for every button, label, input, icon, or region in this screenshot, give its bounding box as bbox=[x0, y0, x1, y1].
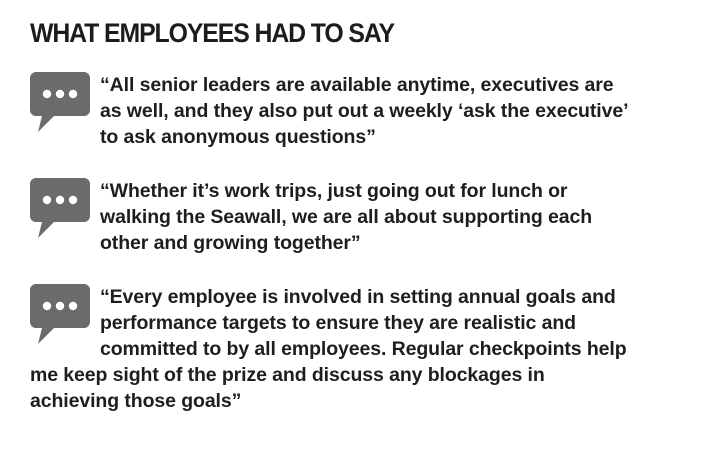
speech-bubble-icon bbox=[30, 178, 90, 240]
page-heading: WHAT EMPLOYEES HAD TO SAY bbox=[30, 18, 394, 48]
quote-line: performance targets to ensure they are realistic and bbox=[100, 312, 576, 334]
quote-item-1 bbox=[30, 72, 700, 150]
quote-line: “All senior leaders are available anytime, executives are bbox=[100, 74, 614, 96]
quote-text-1 bbox=[30, 72, 700, 150]
speech-bubble-icon bbox=[30, 284, 90, 346]
quote-line: achieving those goals” bbox=[30, 390, 242, 412]
quote-line: “Every employee is involved in setting annual goals and bbox=[100, 286, 616, 308]
quote-item-2 bbox=[30, 178, 700, 256]
quote-line: as well, and they also put out a weekly ‘ask the executive’ bbox=[100, 100, 629, 122]
quote-line: walking the Seawall, we are all about supporting each bbox=[100, 206, 593, 228]
quote-line: other and growing together” bbox=[100, 232, 361, 254]
quote-line: to ask anonymous questions” bbox=[100, 126, 376, 148]
speech-bubble-icon bbox=[30, 72, 90, 134]
quote-item-3 bbox=[30, 284, 700, 414]
quote-text-3 bbox=[30, 284, 700, 414]
quote-text-2 bbox=[30, 178, 700, 256]
quote-line: “Whether it’s work trips, just going out for lunch or bbox=[100, 180, 568, 202]
quote-line: me keep sight of the prize and discuss any blockages in bbox=[30, 364, 545, 386]
quote-line: committed to by all employees. Regular checkpoints help bbox=[100, 338, 627, 360]
